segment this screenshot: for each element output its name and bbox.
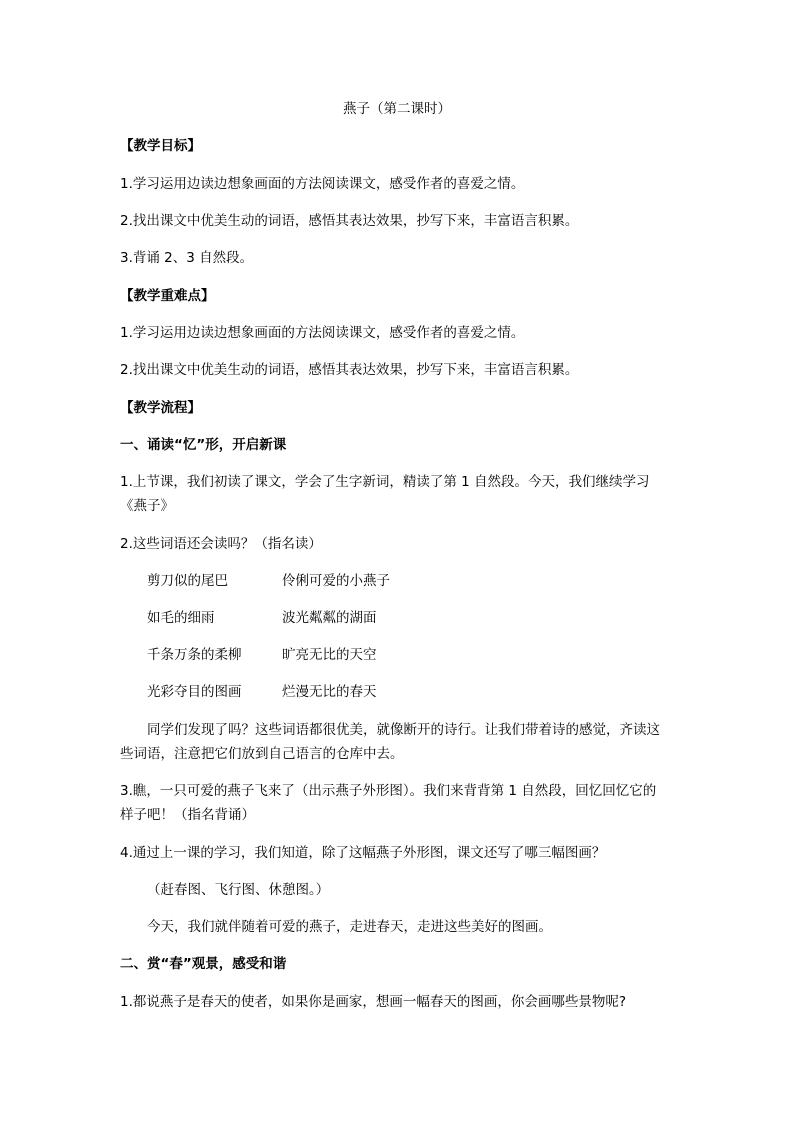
section-2-title: 二、赏“春”观景，感受和谐	[120, 956, 287, 972]
phrase-cell: 旷亮无比的天空	[282, 647, 377, 663]
goal-item-3: 3.背诵 2、3 自然段。	[120, 250, 254, 266]
phrase-cell: 烂漫无比的春天	[282, 684, 377, 700]
section-1-paragraph-5: 4.通过上一课的学习，我们知道，除了这幅燕子外形图，课文还写了哪三幅图画？	[120, 845, 606, 861]
phrase-cell: 剪刀似的尾巴	[147, 573, 228, 589]
section-1-paragraph-2: 2.这些词语还会读吗？（指名读）	[120, 536, 322, 552]
heading-key-points: 【教学重难点】	[120, 288, 215, 304]
keypoint-item-2: 2.找出课文中优美生动的词语，感悟其表达效果，抄写下来，丰富语言积累。	[120, 362, 579, 378]
phrase-cell: 伶俐可爱的小燕子	[282, 573, 390, 589]
section-1-paragraph-1-line-1: 1.上节课，我们初读了课文，学会了生字新词，精读了第 1 自然段。今天，我们继续学习	[120, 474, 650, 490]
phrase-cell: 波光粼粼的湖面	[282, 610, 377, 626]
phrase-cell: 千条万条的柔柳	[147, 647, 242, 663]
keypoint-item-1: 1.学习运用边读边想象画面的方法阅读课文，感受作者的喜爱之情。	[120, 325, 525, 341]
section-1-paragraph-4-line-2: 样子吧！（指名背诵）	[120, 807, 255, 823]
section-1-paragraph-1-line-2: 《燕子》	[120, 498, 174, 514]
phrase-cell: 光彩夺目的图画	[147, 684, 242, 700]
section-1-paragraph-7: 今天，我们就伴随着可爱的燕子，走进春天，走进这些美好的图画。	[147, 919, 552, 935]
section-1-paragraph-4-line-1: 3.瞧，一只可爱的燕子飞来了（出示燕子外形图）。我们来背背第 1 自然段，回忆回忆它的	[120, 783, 657, 799]
section-1-paragraph-3-line-1: 同学们发现了吗？这些词语都很优美，就像断开的诗行。让我们带着诗的感觉，齐读这	[147, 722, 660, 738]
goal-item-2: 2.找出课文中优美生动的词语，感悟其表达效果，抄写下来，丰富语言积累。	[120, 213, 579, 229]
section-1-title: 一、诵读“忆”形，开启新课	[120, 437, 287, 453]
heading-teaching-goals: 【教学目标】	[120, 138, 201, 154]
document-title: 燕子（第二课时）	[343, 101, 451, 117]
heading-teaching-process: 【教学流程】	[120, 400, 201, 416]
section-1-paragraph-6: （赶春图、飞行图、休憩图。）	[147, 882, 330, 898]
phrase-cell: 如毛的细雨	[147, 610, 215, 626]
goal-item-1: 1.学习运用边读边想象画面的方法阅读课文，感受作者的喜爱之情。	[120, 176, 525, 192]
section-2-paragraph-1: 1.都说燕子是春天的使者，如果你是画家，想画一幅春天的图画，你会画哪些景物呢?	[120, 994, 627, 1010]
section-1-paragraph-3-line-2: 些词语，注意把它们放到自己语言的仓库中去。	[120, 746, 404, 762]
